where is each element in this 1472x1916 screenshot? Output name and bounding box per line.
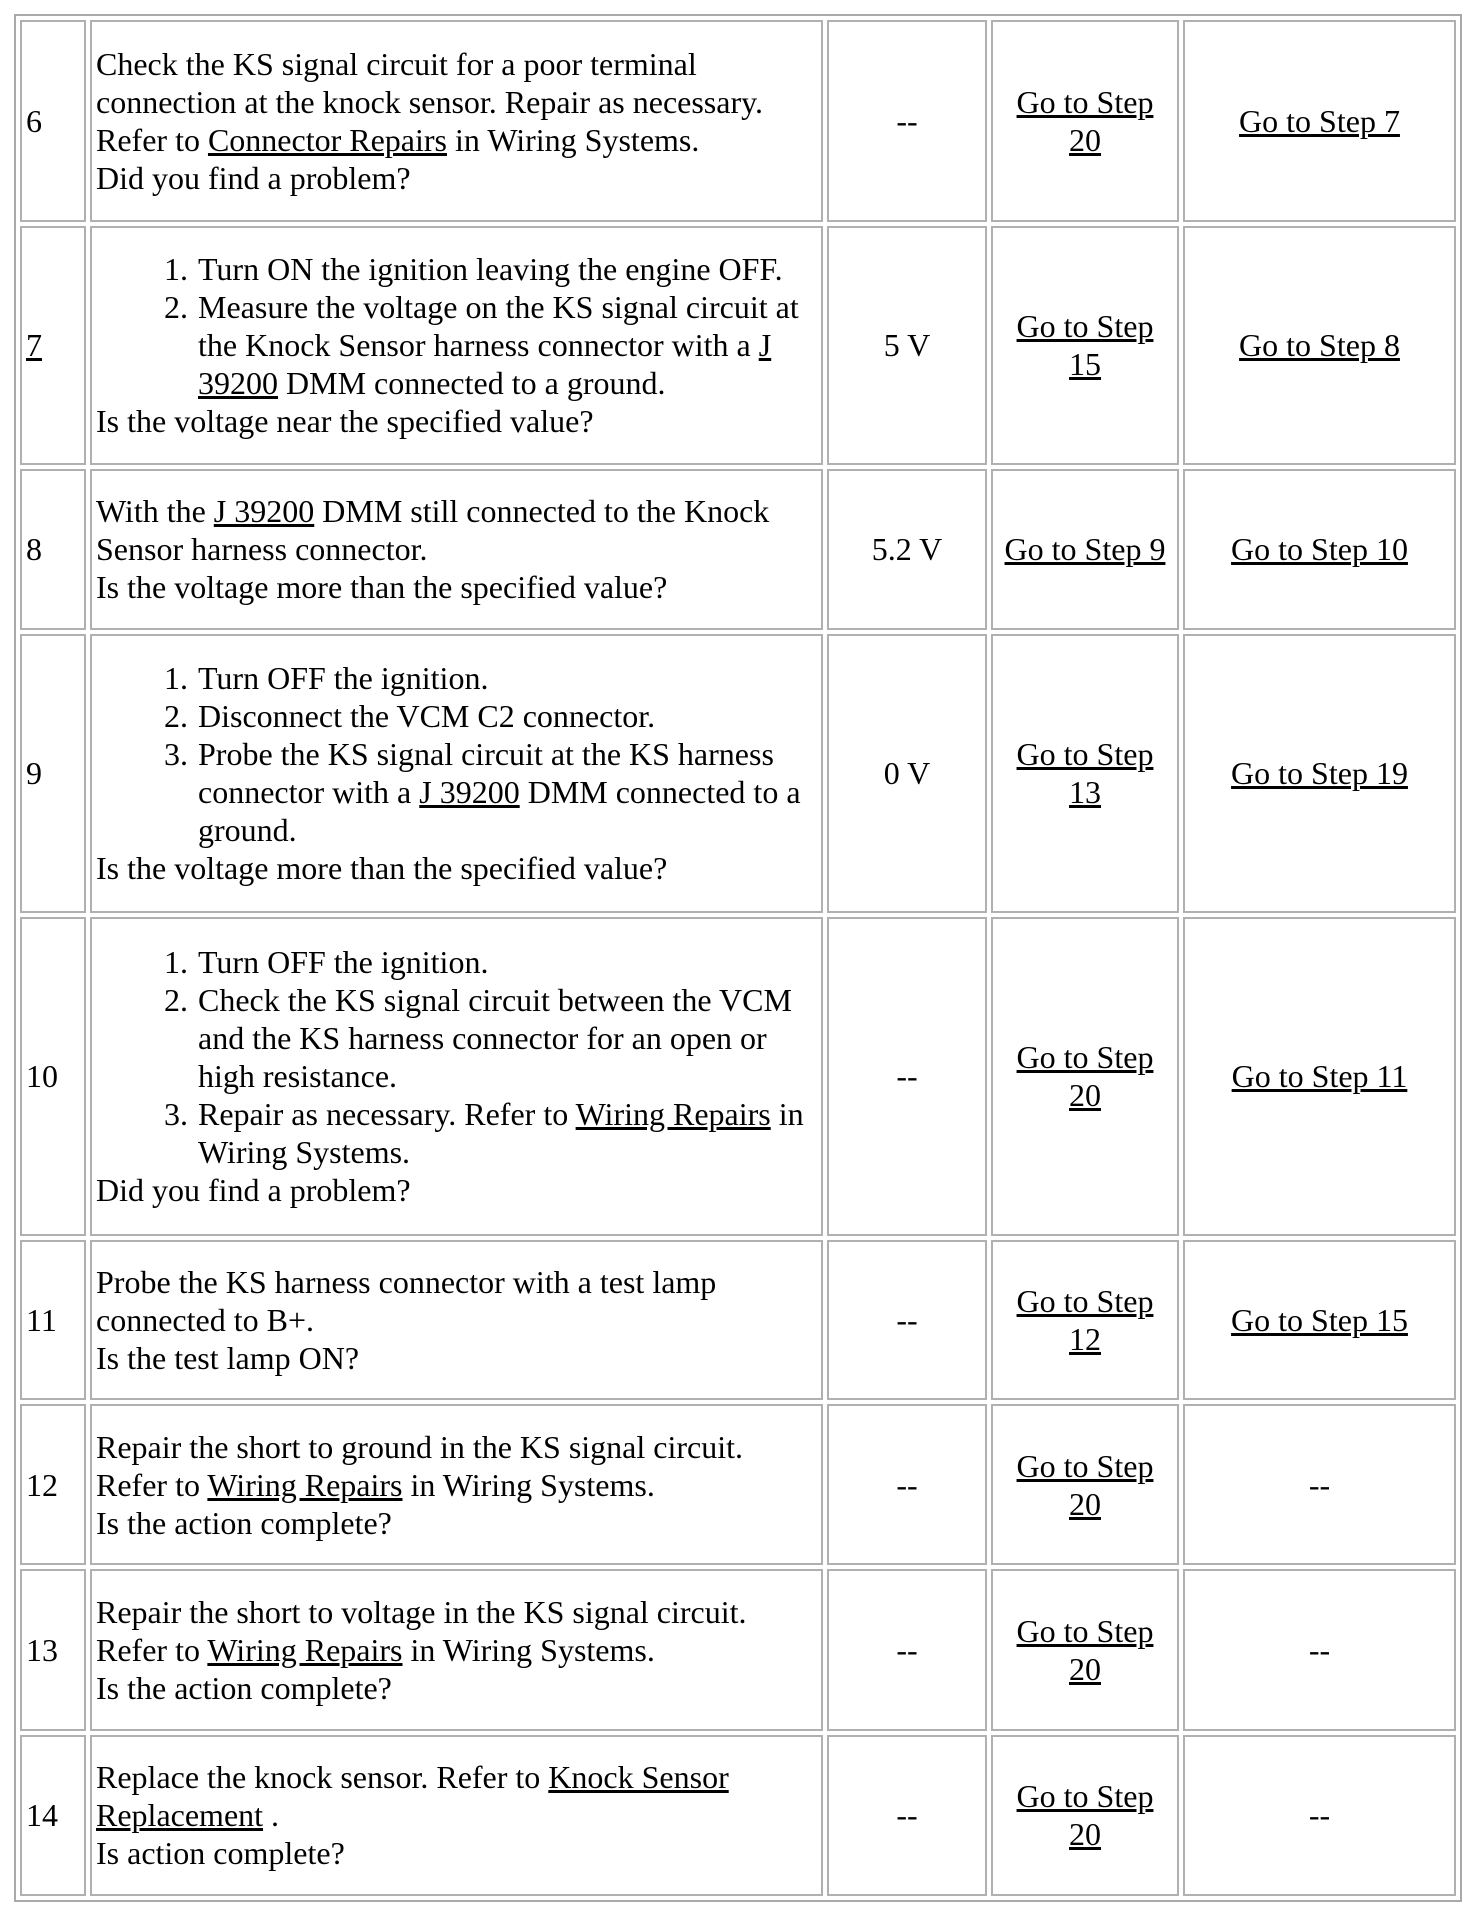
yes-goto-link[interactable]: Go to Step 20 bbox=[1016, 83, 1154, 158]
reference-link[interactable]: Wiring Repairs bbox=[207, 1632, 403, 1669]
action-step-item bbox=[196, 943, 817, 981]
action-text: Turn ON the ignition leaving the engine OFF. bbox=[198, 251, 783, 288]
action-text: . bbox=[263, 1797, 280, 1834]
yes-cell bbox=[991, 1240, 1179, 1400]
yes-cell bbox=[991, 226, 1179, 466]
reference-link[interactable]: Connector Repairs bbox=[207, 121, 447, 158]
specified-value: -- bbox=[896, 1797, 918, 1834]
question-text: Is the test lamp ON? bbox=[96, 1340, 360, 1377]
specified-value: -- bbox=[896, 102, 918, 139]
yes-goto-link[interactable]: Go to Step 12 bbox=[1016, 1283, 1154, 1358]
no-goto-link[interactable]: Go to Step 10 bbox=[1231, 531, 1408, 568]
yes-cell bbox=[991, 634, 1179, 913]
question-text: Did you find a problem? bbox=[96, 159, 411, 196]
step-number-cell bbox=[20, 20, 86, 222]
table-row bbox=[20, 917, 1456, 1236]
action-content bbox=[96, 659, 817, 887]
step-number-cell bbox=[20, 1569, 86, 1730]
yes-cell bbox=[991, 20, 1179, 222]
specified-value: 0 V bbox=[883, 755, 931, 792]
action-cell bbox=[90, 917, 823, 1236]
action-text: Repair as necessary. Refer to bbox=[198, 1096, 576, 1133]
action-cell bbox=[90, 1735, 823, 1896]
step-number-cell bbox=[20, 1735, 86, 1896]
yes-goto-link[interactable]: Go to Step 20 bbox=[1016, 1778, 1154, 1853]
no-goto-link[interactable]: Go to Step 11 bbox=[1231, 1058, 1408, 1095]
action-cell bbox=[90, 634, 823, 913]
question-text: Is the action complete? bbox=[96, 1504, 392, 1541]
no-cell bbox=[1183, 1569, 1456, 1730]
no-cell bbox=[1183, 1240, 1456, 1400]
yes-cell bbox=[991, 917, 1179, 1236]
step-number: 14 bbox=[26, 1797, 58, 1834]
action-paragraph bbox=[96, 1263, 817, 1339]
value-cell bbox=[827, 634, 987, 913]
action-step-item bbox=[196, 735, 817, 849]
no-cell bbox=[1183, 634, 1456, 913]
table-row bbox=[20, 1240, 1456, 1400]
action-cell bbox=[90, 1569, 823, 1730]
yes-cell bbox=[991, 1569, 1179, 1730]
yes-goto-link[interactable]: Go to Step 20 bbox=[1016, 1447, 1154, 1522]
table-row bbox=[20, 634, 1456, 913]
action-content bbox=[96, 943, 817, 1209]
step-number-cell bbox=[20, 634, 86, 913]
action-cell bbox=[90, 1404, 823, 1565]
question-text: Is the voltage near the specified value? bbox=[96, 403, 594, 440]
value-cell bbox=[827, 1569, 987, 1730]
yes-goto-link[interactable]: Go to Step 20 bbox=[1016, 1613, 1154, 1688]
step-number-cell bbox=[20, 917, 86, 1236]
step-number-cell bbox=[20, 226, 86, 466]
specified-value: 5 V bbox=[883, 327, 931, 364]
question-text: Is the voltage more than the specified value? bbox=[96, 850, 668, 887]
action-step-list bbox=[96, 659, 817, 849]
action-paragraph bbox=[96, 1758, 817, 1834]
reference-link[interactable]: J 39200 bbox=[419, 774, 520, 811]
question-text: Is the voltage more than the specified value? bbox=[96, 569, 668, 606]
step-number: 10 bbox=[26, 1058, 58, 1095]
reference-link[interactable]: Wiring Repairs bbox=[207, 1466, 403, 1503]
no-cell bbox=[1183, 20, 1456, 222]
no-value: -- bbox=[1308, 1466, 1331, 1503]
diagnostic-table bbox=[14, 14, 1462, 1902]
value-cell bbox=[827, 20, 987, 222]
table-row bbox=[20, 1735, 1456, 1896]
action-paragraph bbox=[96, 1428, 817, 1504]
action-text: Turn OFF the ignition. bbox=[198, 944, 489, 981]
step-number: 6 bbox=[26, 102, 42, 139]
action-step-item bbox=[196, 250, 817, 288]
question-text: Did you find a problem? bbox=[96, 1172, 411, 1209]
yes-goto-link[interactable]: Go to Step 13 bbox=[1016, 736, 1154, 811]
action-text: Probe the KS harness connector with a test lamp connected to B+. bbox=[96, 1264, 717, 1339]
step-number: 12 bbox=[26, 1466, 58, 1503]
action-text: With the bbox=[96, 493, 214, 530]
table-row bbox=[20, 1404, 1456, 1565]
table-row bbox=[20, 1569, 1456, 1730]
action-step-list bbox=[96, 943, 817, 1171]
action-text: Turn OFF the ignition. bbox=[198, 660, 489, 697]
step-number-cell bbox=[20, 469, 86, 629]
action-content bbox=[96, 45, 817, 197]
step-number-cell bbox=[20, 1240, 86, 1400]
action-text: Check the KS signal circuit for a poor terminal connection at the knock sensor. Repair as necessary. Refer to bbox=[96, 45, 764, 158]
action-cell bbox=[90, 226, 823, 466]
diagnostic-table-body bbox=[20, 20, 1456, 1896]
action-step-item bbox=[196, 1095, 817, 1171]
step-number-link[interactable]: 7 bbox=[26, 327, 42, 364]
yes-cell bbox=[991, 1404, 1179, 1565]
action-content bbox=[96, 250, 817, 440]
action-step-item bbox=[196, 659, 817, 697]
reference-link[interactable]: J 39200 bbox=[198, 327, 772, 402]
action-text: Repair the short to voltage in the KS signal circuit. Refer to bbox=[96, 1594, 747, 1669]
value-cell bbox=[827, 226, 987, 466]
table-row bbox=[20, 469, 1456, 629]
value-cell bbox=[827, 1735, 987, 1896]
action-text: in Wiring Systems. bbox=[402, 1466, 655, 1503]
reference-link[interactable]: J 39200 bbox=[213, 493, 315, 530]
action-paragraph bbox=[96, 1593, 817, 1669]
yes-cell bbox=[991, 1735, 1179, 1896]
no-cell bbox=[1183, 1735, 1456, 1896]
no-cell bbox=[1183, 917, 1456, 1236]
action-paragraph bbox=[96, 492, 817, 568]
yes-goto-link[interactable]: Go to Step 9 bbox=[1004, 531, 1166, 568]
action-text: DMM connected to a ground. bbox=[278, 365, 666, 402]
action-step-item bbox=[196, 981, 817, 1095]
action-text: in Wiring Systems. bbox=[198, 1096, 804, 1171]
action-text: Check the KS signal circuit between the VCM and the KS harness connector for an open or high resistance. bbox=[198, 982, 792, 1095]
action-text: Disconnect the VCM C2 connector. bbox=[198, 698, 656, 735]
yes-goto-link[interactable]: Go to Step 20 bbox=[1016, 1039, 1154, 1114]
table-row bbox=[20, 20, 1456, 222]
action-text: in Wiring Systems. bbox=[447, 121, 700, 158]
reference-link[interactable]: Wiring Repairs bbox=[575, 1096, 771, 1133]
question-text: Is action complete? bbox=[96, 1835, 345, 1872]
value-cell bbox=[827, 1404, 987, 1565]
specified-value: -- bbox=[896, 1632, 918, 1669]
action-content bbox=[96, 1593, 817, 1707]
no-goto-link[interactable]: Go to Step 8 bbox=[1239, 327, 1400, 364]
action-cell bbox=[90, 1240, 823, 1400]
yes-cell bbox=[991, 469, 1179, 629]
action-content bbox=[96, 492, 817, 606]
action-text: DMM connected to a ground. bbox=[198, 774, 801, 849]
action-cell bbox=[90, 20, 823, 222]
specified-value: -- bbox=[896, 1302, 918, 1339]
no-goto-link[interactable]: Go to Step 15 bbox=[1231, 1302, 1408, 1339]
action-paragraph bbox=[96, 45, 817, 159]
specified-value: 5.2 V bbox=[871, 531, 943, 568]
no-cell bbox=[1183, 226, 1456, 466]
table-row bbox=[20, 226, 1456, 466]
action-text: DMM still connected to the Knock Sensor harness connector. bbox=[96, 493, 770, 568]
action-cell bbox=[90, 469, 823, 629]
question-text: Is the action complete? bbox=[96, 1670, 392, 1707]
action-text: Repair the short to ground in the KS signal circuit. Refer to bbox=[96, 1428, 743, 1503]
specified-value: -- bbox=[896, 1058, 918, 1095]
action-content bbox=[96, 1758, 817, 1872]
action-text: Probe the KS signal circuit at the KS harness connector with a bbox=[198, 736, 774, 811]
action-step-item bbox=[196, 697, 817, 735]
value-cell bbox=[827, 469, 987, 629]
yes-goto-link[interactable]: Go to Step 15 bbox=[1016, 308, 1154, 383]
no-value: -- bbox=[1308, 1797, 1331, 1834]
specified-value: -- bbox=[896, 1466, 918, 1503]
value-cell bbox=[827, 917, 987, 1236]
value-cell bbox=[827, 1240, 987, 1400]
action-text: Measure the voltage on the KS signal circuit at the Knock Sensor harness connector with a bbox=[198, 289, 799, 364]
action-step-list bbox=[96, 250, 817, 402]
step-number-cell bbox=[20, 1404, 86, 1565]
step-number: 9 bbox=[26, 755, 42, 792]
no-cell bbox=[1183, 1404, 1456, 1565]
action-text: Replace the knock sensor. Refer to bbox=[96, 1759, 549, 1796]
no-goto-link[interactable]: Go to Step 19 bbox=[1231, 755, 1408, 792]
step-number: 13 bbox=[26, 1632, 58, 1669]
no-cell bbox=[1183, 469, 1456, 629]
step-number: 8 bbox=[26, 531, 42, 568]
action-step-item bbox=[196, 288, 817, 402]
reference-link[interactable]: Knock Sensor Replacement bbox=[96, 1759, 729, 1834]
no-value: -- bbox=[1308, 1632, 1331, 1669]
action-content bbox=[96, 1428, 817, 1542]
action-content bbox=[96, 1263, 817, 1377]
action-text: in Wiring Systems. bbox=[402, 1632, 655, 1669]
no-goto-link[interactable]: Go to Step 7 bbox=[1239, 102, 1400, 139]
step-number: 11 bbox=[26, 1302, 57, 1339]
